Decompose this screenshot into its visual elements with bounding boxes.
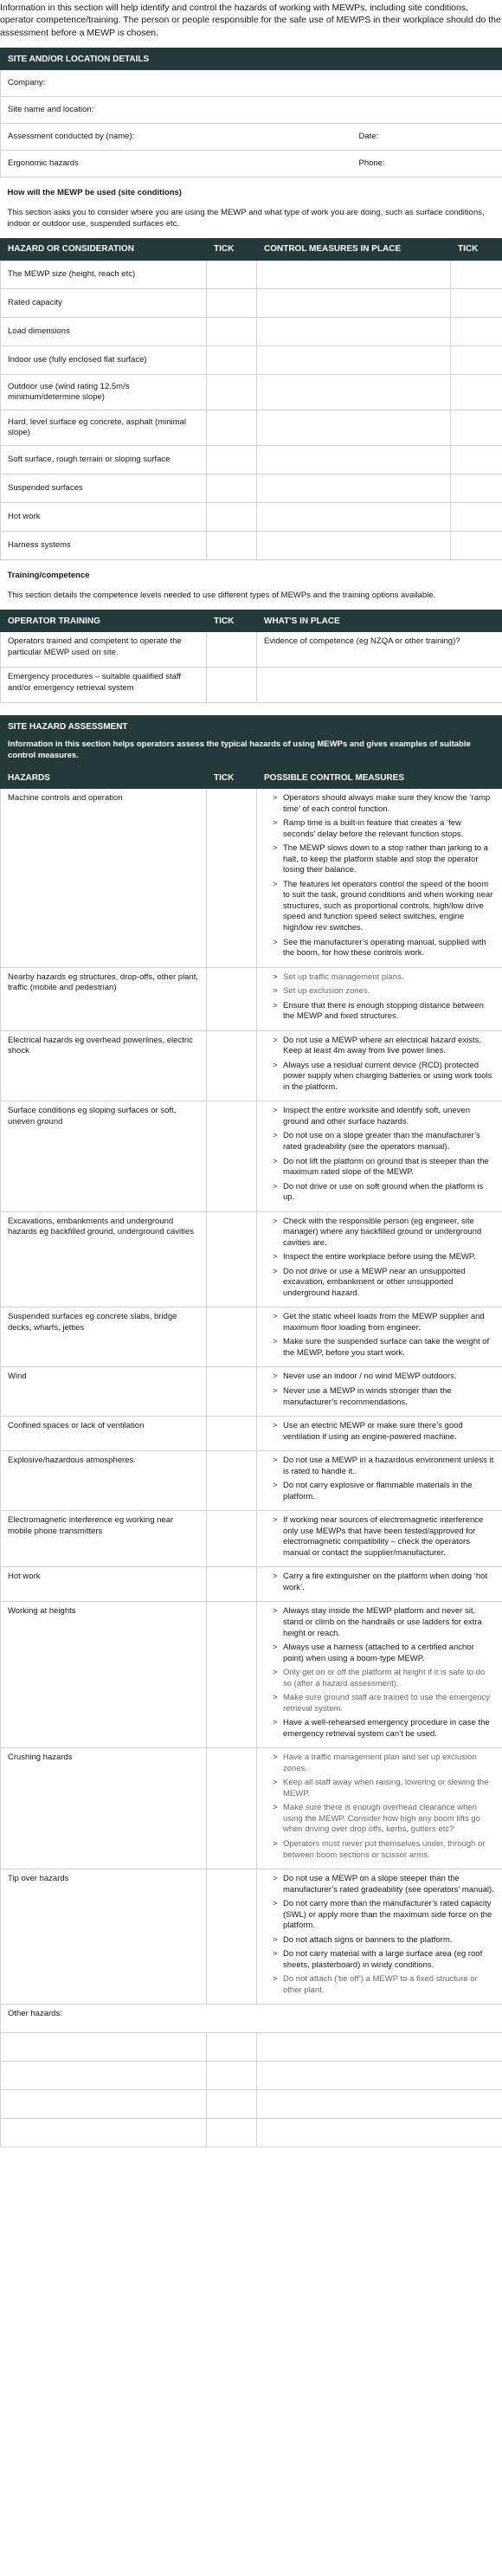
tick-cell[interactable] <box>207 375 257 410</box>
tick-cell[interactable] <box>207 318 257 346</box>
control-cell[interactable] <box>257 375 451 410</box>
table-row <box>1 475 502 503</box>
list-item: > Do not drive or use on soft ground when the platform is up. <box>273 1182 495 1204</box>
blank-hazard-cell[interactable] <box>1 2090 207 2119</box>
blank-control-cell[interactable] <box>257 2033 502 2062</box>
section-spacer <box>0 703 502 715</box>
hazard-assessment-header: SITE HAZARD ASSESSMENT <box>1 716 502 738</box>
control-measures-list <box>264 1753 495 1861</box>
condition-label: Hard, level surface eg concrete, asphalt (minimal slope) <box>1 410 207 446</box>
tick-cell[interactable] <box>207 1511 257 1567</box>
tick-cell[interactable] <box>207 2119 257 2147</box>
control-measures-cell <box>257 1030 502 1101</box>
table-row <box>1 1307 502 1367</box>
list-item: > Inspect the entire worksite and identify soft, uneven ground and other surface hazards. <box>273 1106 495 1127</box>
list-item: > Do not attach signs or banners to the platform. <box>273 1935 495 1947</box>
tick-cell[interactable] <box>207 1567 257 1602</box>
tick-cell[interactable] <box>451 375 502 410</box>
tick-cell[interactable] <box>451 503 502 532</box>
list-item: > Only get on or off the platform at height if it is safe to do so (after a hazard assessment). <box>273 1668 495 1689</box>
control-cell[interactable] <box>257 503 451 532</box>
usage-text: This section asks you to consider where you are using the MEWP and what type of work you are doing, such as surface conditions, indoor or outdoor use, suspended surfaces etc. <box>7 207 485 229</box>
training-item: Operators trained and competent to operate the particular MEWP used on site. <box>1 632 207 668</box>
tick-cell[interactable] <box>207 532 257 560</box>
list-item: > Make sure there is enough overhead clearance when using the MEWP. Consider how high any boom lifts go when driving over drop offs, kerbs, gutters etc? <box>273 1803 495 1836</box>
col-control-header: CONTROL MEASURES IN PLACE <box>257 239 451 261</box>
other-hazards-label[interactable]: Other hazards: <box>1 2005 502 2033</box>
list-item: > If working near sources of electromagnetic interference only use MEWPs that have been tested/approved for electromagnetic compatibility – check the operators manual or contact the supplier/manufacturer. <box>273 1515 495 1559</box>
site-name-field[interactable]: Site name and location: <box>1 97 502 124</box>
table-row <box>1 1451 502 1511</box>
list-item: > Always stay inside the MEWP platform and never sit, stand or climb on the handrails or use ladders for extra height or reach. <box>273 1606 495 1639</box>
control-measures-list <box>264 1106 495 1203</box>
condition-label: Soft surface, rough terrain or sloping surface <box>1 446 207 475</box>
list-item: > Do not use a MEWP where an electrical hazard exists. Keep at least 4m away from live power lines. <box>273 1036 495 1057</box>
table-row <box>1 1567 502 1602</box>
control-measures-cell <box>257 1511 502 1567</box>
list-item: > Never use an indoor / no wind MEWP outdoors. <box>273 1372 495 1383</box>
control-cell[interactable] <box>257 475 451 503</box>
table-row <box>1 2033 502 2062</box>
tick-cell[interactable] <box>207 1417 257 1451</box>
table-row <box>1 503 502 532</box>
control-measures-cell <box>257 1567 502 1602</box>
blank-control-cell[interactable] <box>257 2062 502 2090</box>
table-row <box>1 668 502 703</box>
table-row <box>1 289 502 318</box>
in-place-cell[interactable] <box>257 668 502 703</box>
tick-cell[interactable] <box>207 475 257 503</box>
col-tick-header: TICK <box>207 767 257 789</box>
tick-cell[interactable] <box>207 2033 257 2062</box>
control-measures-cell <box>257 1748 502 1869</box>
blank-hazard-cell[interactable] <box>1 2062 207 2090</box>
table-row <box>1 967 502 1030</box>
in-place-cell[interactable]: Evidence of competence (eg NZQA or other training)? <box>257 632 502 668</box>
list-item: > Carry a fire extinguisher on the platform when doing ‘hot work’. <box>273 1572 495 1593</box>
control-measures-list <box>264 793 495 959</box>
control-measures-cell <box>257 1101 502 1211</box>
tick-cell[interactable] <box>451 532 502 560</box>
table-row <box>1 318 502 346</box>
table-row <box>1 410 502 446</box>
table-row <box>1 375 502 410</box>
col-hazards-header: HAZARDS <box>1 767 207 789</box>
control-measures-cell <box>257 1211 502 1307</box>
tick-cell[interactable] <box>207 1030 257 1101</box>
col-operator-training-header: OPERATOR TRAINING <box>1 610 207 632</box>
col-tick-header: TICK <box>207 239 257 261</box>
hazard-label: Wind <box>1 1367 207 1417</box>
list-item: > Use an electric MEWP or make sure there’s good ventilation if using an engine-powered machine. <box>273 1421 495 1443</box>
company-field[interactable]: Company: <box>1 70 502 97</box>
list-item: > Make sure the suspended surface can take the weight of the MEWP, before you start work. <box>273 1337 495 1359</box>
hazard-label: Confined spaces or lack of ventilation <box>1 1417 207 1451</box>
list-item: > Do not use a MEWP on a slope steeper than the manufacturer’s rated gradeability (see operators’ manual). <box>273 1874 495 1895</box>
list-item: > Never use a MEWP in winds stronger than the manufacturer’s recommendations. <box>273 1386 495 1408</box>
hazard-label: Explosive/hazardous atmospheres <box>1 1451 207 1511</box>
control-measures-list <box>264 1456 495 1502</box>
table-row <box>1 446 502 475</box>
list-item: > Keep all staff away when raising, lowering or slewing the MEWP. <box>273 1778 495 1799</box>
tick-cell[interactable] <box>207 446 257 475</box>
tick-cell[interactable] <box>207 967 257 1030</box>
table-row <box>1 2119 502 2147</box>
tick-cell[interactable] <box>207 668 257 703</box>
table-row <box>1 346 502 375</box>
list-item: > Have a traffic management plan and set up exclusion zones. <box>273 1753 495 1774</box>
condition-label: Suspended surfaces <box>1 475 207 503</box>
hazard-label: Working at heights <box>1 1602 207 1748</box>
list-item: > Ramp time is a built-in feature that creates a ‘few seconds’ delay before the relevant function stops. <box>273 818 495 840</box>
list-item: > Do not lift the platform on ground that is steeper than the maximum rated slope of the MEWP. <box>273 1157 495 1178</box>
conducted-by-field[interactable]: Assessment conducted by (name): <box>1 124 352 151</box>
control-measures-list <box>264 972 495 1023</box>
control-measures-cell <box>257 1451 502 1511</box>
training-title: Training/competence <box>7 571 90 581</box>
tick-cell[interactable] <box>207 1367 257 1417</box>
list-item: > Do not carry explosive or flammable materials in the platform. <box>273 1481 495 1502</box>
table-row <box>1 261 502 289</box>
tick-cell[interactable] <box>207 1451 257 1511</box>
list-item: > Operators should always make sure they know the ‘ramp time’ of each control function. <box>273 793 495 815</box>
list-item: > Set up exclusion zones. <box>273 986 495 997</box>
control-measures-cell <box>257 1367 502 1417</box>
tick-cell[interactable] <box>451 261 502 289</box>
training-table <box>0 560 502 703</box>
table-row <box>1 1869 502 2005</box>
table-row <box>1 2062 502 2090</box>
control-cell[interactable] <box>257 346 451 375</box>
col-in-place-header: WHAT'S IN PLACE <box>257 610 502 632</box>
table-row <box>1 1417 502 1451</box>
table-row <box>1 1602 502 1748</box>
control-measures-list <box>264 1572 495 1593</box>
list-item: > Do not drive or use a MEWP near an unsupported excavation, embankment or other unsupported underground hazard. <box>273 1267 495 1300</box>
hazard-label: Suspended surfaces eg concrete slabs, bridge decks, wharfs, jetties <box>1 1307 207 1367</box>
tick-cell[interactable] <box>451 289 502 318</box>
table-row <box>1 789 502 967</box>
table-row <box>1 1030 502 1101</box>
table-row <box>1 632 502 668</box>
control-measures-list <box>264 1874 495 1996</box>
tick-cell[interactable] <box>207 1307 257 1367</box>
table-row <box>1 1101 502 1211</box>
control-measures-cell <box>257 1307 502 1367</box>
tick-cell[interactable] <box>207 1211 257 1307</box>
control-measures-cell <box>257 1602 502 1748</box>
tick-cell[interactable] <box>207 789 257 967</box>
list-item: > Inspect the entire workplace before using the MEWP. <box>273 1252 495 1263</box>
hazard-rows <box>1 789 502 2005</box>
ergonomic-hazards-field[interactable]: Ergonomic hazards <box>1 151 352 178</box>
list-item: > Set up traffic management plans. <box>273 972 495 984</box>
hazard-label: Nearby hazards eg structures, drop-offs, other plant, traffic (mobile and pedestrian) <box>1 967 207 1030</box>
list-item: > Do not carry material with a large surface area (eg roof sheets, plasterboard) in windy conditions. <box>273 1949 495 1971</box>
col-tick-header: TICK <box>207 610 257 632</box>
tick-cell[interactable] <box>451 410 502 446</box>
control-measures-cell <box>257 789 502 967</box>
intro-text: Information in this section will help identify and control the hazards of working with MEWPs, including site conditions, operator competence/training. The person or people responsible for the safe use of MEWPS in their workplace should do the assessment before a MEWP is chosen. <box>0 3 501 38</box>
list-item: > Operators must never put themselves under, through or between boom sections or scissor arms. <box>273 1839 495 1861</box>
table-row <box>1 532 502 560</box>
control-measures-cell <box>257 1869 502 2005</box>
blank-control-cell[interactable] <box>257 2119 502 2147</box>
list-item: > The MEWP slows down to a stop rather than jarking to a halt, to keep the platform stable and stop the operator losing their balance. <box>273 843 495 876</box>
control-measures-cell <box>257 1417 502 1451</box>
tick-cell[interactable] <box>451 446 502 475</box>
hazard-label: Electromagnetic interference eg working near mobile phone transmitters <box>1 1511 207 1567</box>
col-hazard-header: HAZARD OR CONSIDERATION <box>1 239 207 261</box>
site-conditions-table <box>0 238 502 560</box>
control-cell[interactable] <box>257 289 451 318</box>
hazard-label: Electrical hazards eg overhead powerlines, electric shock <box>1 1030 207 1101</box>
hazard-label: Hot work <box>1 1567 207 1602</box>
list-item: > See the manufacturer’s operating manual, supplied with the boom, for how these controls work. <box>273 938 495 959</box>
tick-cell[interactable] <box>207 410 257 446</box>
tick-cell[interactable] <box>207 346 257 375</box>
list-item: > Check with the responsible person (eg engineer, site manager) where any backfilled ground or underground cavities are. <box>273 1217 495 1249</box>
hazard-label: Crushing hazards <box>1 1748 207 1869</box>
list-item: > Make sure ground staff are trained to use the emergency retrieval system. <box>273 1693 495 1714</box>
table-row <box>1 2090 502 2119</box>
control-measures-list <box>264 1421 495 1443</box>
col-tick-header-2: TICK <box>451 239 502 261</box>
hazard-label: Machine controls and operation <box>1 789 207 967</box>
list-item: > Do not use on a slope greater than the manufacturer’s rated gradeability (see the operators manual). <box>273 1131 495 1152</box>
control-cell[interactable] <box>257 446 451 475</box>
training-text: This section details the competence levels needed to use different types of MEWPs and the training options available. <box>7 590 436 600</box>
hazard-label: Surface conditions eg sloping surfaces or soft, uneven ground <box>1 1101 207 1211</box>
control-cell[interactable] <box>257 532 451 560</box>
control-measures-list <box>264 1515 495 1559</box>
control-measures-list <box>264 1217 495 1300</box>
list-item: > Ensure that there is enough stopping distance between the MEWP and fixed structures. <box>273 1001 495 1023</box>
control-measures-list <box>264 1372 495 1408</box>
control-cell[interactable] <box>257 261 451 289</box>
list-item: > Always use a harness (attached to a certified anchor point) when using a boom-type MEWP. <box>273 1643 495 1664</box>
tick-cell[interactable] <box>207 1101 257 1211</box>
blank-control-cell[interactable] <box>257 2090 502 2119</box>
table-row <box>1 1511 502 1567</box>
table-row <box>1 1211 502 1307</box>
condition-label: Rated capacity <box>1 289 207 318</box>
tick-cell[interactable] <box>207 1748 257 1869</box>
hazard-assessment-subheader: Information in this section helps operators assess the typical hazards of using MEWPs and gives examples of suitable control measures. <box>1 738 502 767</box>
control-cell[interactable] <box>257 318 451 346</box>
hazard-label: Excavations, embankments and underground hazards eg backfilled ground, underground cavities <box>1 1211 207 1307</box>
list-item: > Do not carry more than the manufacturer’s rated capacity (SWL) or apply more than the maximum side force on the platform. <box>273 1899 495 1932</box>
list-item: > Get the static wheel loads from the MEWP supplier and maximum floor loading from engineer. <box>273 1312 495 1333</box>
control-measures-list <box>264 1036 495 1094</box>
tick-cell[interactable] <box>451 475 502 503</box>
tick-cell[interactable] <box>207 2062 257 2090</box>
tick-cell[interactable] <box>207 261 257 289</box>
date-field[interactable]: Date: <box>352 124 502 151</box>
tick-cell[interactable] <box>207 632 257 668</box>
tick-cell[interactable] <box>207 2090 257 2119</box>
tick-cell[interactable] <box>207 503 257 532</box>
control-measures-cell <box>257 967 502 1030</box>
condition-label: Load dimensions <box>1 318 207 346</box>
list-item: > Do not attach (‘tie off’) a MEWP to a fixed structure or other plant. <box>273 1974 495 1996</box>
table-row <box>1 2005 502 2033</box>
site-details-header: SITE AND/OR LOCATION DETAILS <box>1 48 502 70</box>
control-cell[interactable] <box>257 410 451 446</box>
usage-title: How will the MEWP be used (site conditions) <box>7 188 182 198</box>
control-measures-list <box>264 1606 495 1740</box>
training-item: Emergency procedures – suitable qualified staff and/or emergency retrieval system <box>1 668 207 703</box>
table-row <box>1 1367 502 1417</box>
list-item: > The features let operators control the speed of the boom to suit the task, ground conditions and when working near structures, such as proportional controls, high/low drive speed and function speed select switches, engine high/low rev switches. <box>273 880 495 934</box>
condition-label: The MEWP size (height, reach etc) <box>1 261 207 289</box>
condition-label: Harness systems <box>1 532 207 560</box>
tick-cell[interactable] <box>207 1869 257 2005</box>
tick-cell[interactable] <box>207 1602 257 1748</box>
list-item: > Do not use a MEWP in a hazardous environment unless it is rated to handle it. <box>273 1456 495 1477</box>
condition-label: Outdoor use (wind rating 12.5m/s minimum/determine slope) <box>1 375 207 410</box>
hazard-label: Tip over hazards <box>1 1869 207 2005</box>
condition-label: Indoor use (fully enclosed flat surface) <box>1 346 207 375</box>
condition-label: Hot work <box>1 503 207 532</box>
col-possible-controls-header: POSSIBLE CONTROL MEASURES <box>257 767 502 789</box>
site-details-table <box>0 48 502 238</box>
hazard-assessment-table <box>0 715 502 2147</box>
blank-hazard-cell[interactable] <box>1 2119 207 2147</box>
table-row <box>1 1748 502 1869</box>
tick-cell[interactable] <box>451 318 502 346</box>
list-item: > Have a well-rehearsed emergency procedure in case the emergency retrieval system can’t be used. <box>273 1718 495 1740</box>
phone-field[interactable]: Phone: <box>352 151 502 178</box>
control-measures-list <box>264 1312 495 1359</box>
list-item: > Always use a residual current device (RCD) protected power supply when charging batteries or using work tools in the platform. <box>273 1061 495 1094</box>
tick-cell[interactable] <box>451 346 502 375</box>
tick-cell[interactable] <box>207 289 257 318</box>
blank-hazard-cell[interactable] <box>1 2033 207 2062</box>
